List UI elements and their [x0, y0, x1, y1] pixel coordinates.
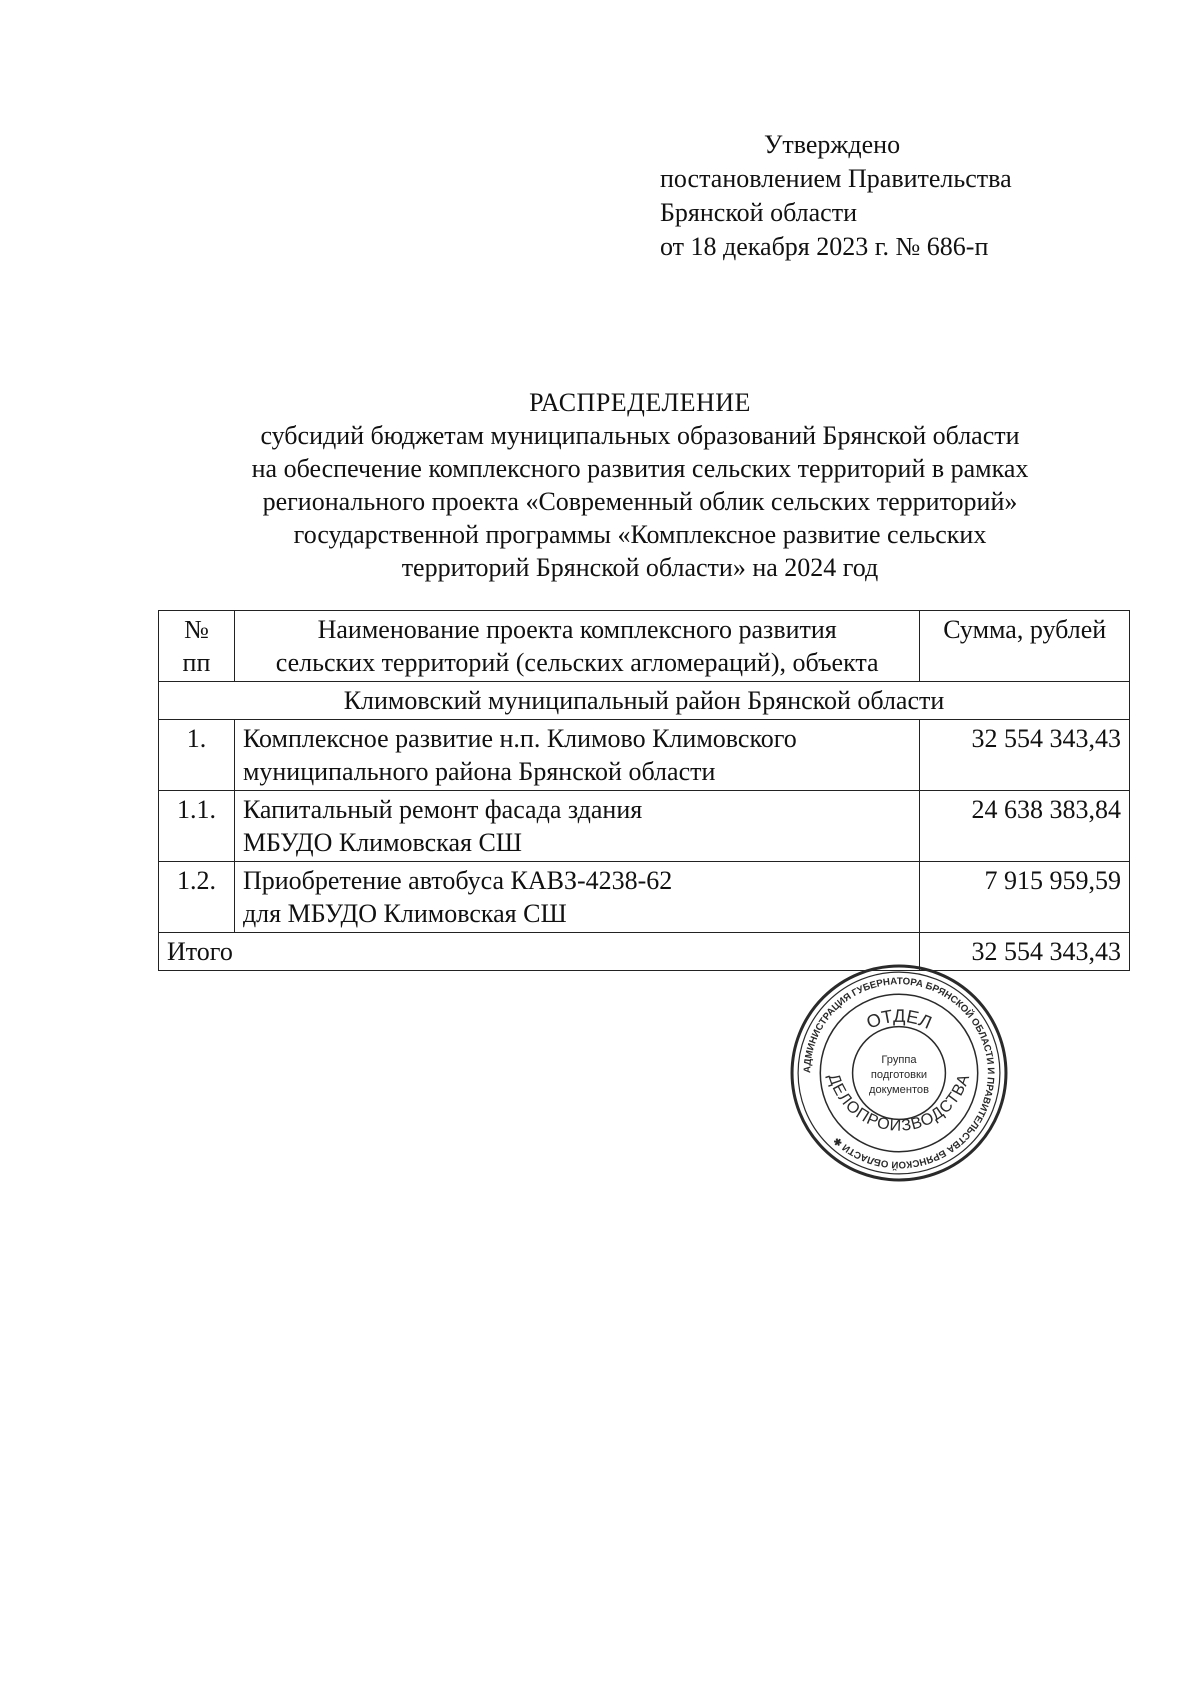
row-name-line: Капитальный ремонт фасада здания	[242, 795, 643, 824]
header-number	[159, 611, 235, 682]
document-heading	[150, 386, 1130, 584]
row-name-line: для МБУДО Климовская СШ	[242, 899, 567, 928]
header-name-line: Наименование проекта комплексного развития	[317, 615, 837, 644]
stamp-graphic	[788, 962, 1010, 1184]
stamp-dept-top: ОТДЕЛ	[863, 1005, 935, 1033]
heading-line: территорий Брянской области» на 2024 год	[401, 553, 879, 582]
heading-line: государственной программы «Комплексное развитие сельских	[293, 520, 987, 549]
heading-line: на обеспечение комплексного развития сельских территорий в рамках	[251, 454, 1029, 483]
row-name	[234, 791, 919, 862]
header-name-line: сельских территорий (сельских агломераций), объекта	[275, 648, 879, 677]
stamp-center-line: подготовки	[870, 1069, 928, 1082]
total-sum: 32 554 343,43	[920, 933, 1130, 971]
stamp-center-line: Группа	[881, 1053, 917, 1066]
approval-line-approved: Утверждено	[764, 130, 901, 159]
row-number: 1.1.	[159, 791, 235, 862]
total-label: Итого	[159, 933, 920, 971]
approval-line-region: Брянской области	[660, 198, 857, 227]
header-number-line: пп	[182, 648, 211, 677]
header-name	[234, 611, 919, 682]
stamp-center-line: документов	[869, 1084, 929, 1097]
stamp-dept-bottom: ДЕЛОПРОИЗВОДСТВА	[824, 1071, 974, 1135]
approval-block	[660, 128, 1012, 264]
office-stamp	[788, 962, 1010, 1184]
header-number-line: №	[184, 615, 209, 644]
table-row	[159, 791, 1130, 862]
approval-line-date-number: от 18 декабря 2023 г. № 686-п	[660, 232, 989, 261]
row-name-line: Комплексное развитие н.п. Климово Климовского	[242, 724, 797, 753]
stamp-ring-text: АДМИНИСТРАЦИЯ ГУБЕРНАТОРА БРЯНСКОЙ ОБЛАСТИ И ПРАВИТЕЛЬСТВА БРЯНСКОЙ ОБЛАСТИ ✱	[802, 976, 996, 1170]
row-sum: 24 638 383,84	[920, 791, 1130, 862]
table-row	[159, 720, 1130, 791]
row-name-line: Приобретение автобуса КАВЗ-4238-62	[242, 866, 673, 895]
row-name-line: МБУДО Климовская СШ	[242, 828, 523, 857]
approval-line-resolution: постановлением Правительства	[660, 164, 1012, 193]
document-title: РАСПРЕДЕЛЕНИЕ	[529, 388, 751, 417]
subsidy-table	[158, 610, 1130, 971]
table-row	[159, 862, 1130, 933]
group-title: Климовский муниципальный район Брянской области	[159, 682, 1130, 720]
row-name	[234, 720, 919, 791]
heading-line: регионального проекта «Современный облик сельских территорий»	[262, 487, 1018, 516]
heading-line: субсидий бюджетам муниципальных образований Брянской области	[260, 421, 1020, 450]
row-number: 1.	[159, 720, 235, 791]
table-header-row	[159, 611, 1130, 682]
group-row	[159, 682, 1130, 720]
row-sum: 7 915 959,59	[920, 862, 1130, 933]
row-name-line: муниципального района Брянской области	[242, 757, 716, 786]
row-number: 1.2.	[159, 862, 235, 933]
header-sum: Сумма, рублей	[920, 611, 1130, 682]
row-name	[234, 862, 919, 933]
row-sum: 32 554 343,43	[920, 720, 1130, 791]
